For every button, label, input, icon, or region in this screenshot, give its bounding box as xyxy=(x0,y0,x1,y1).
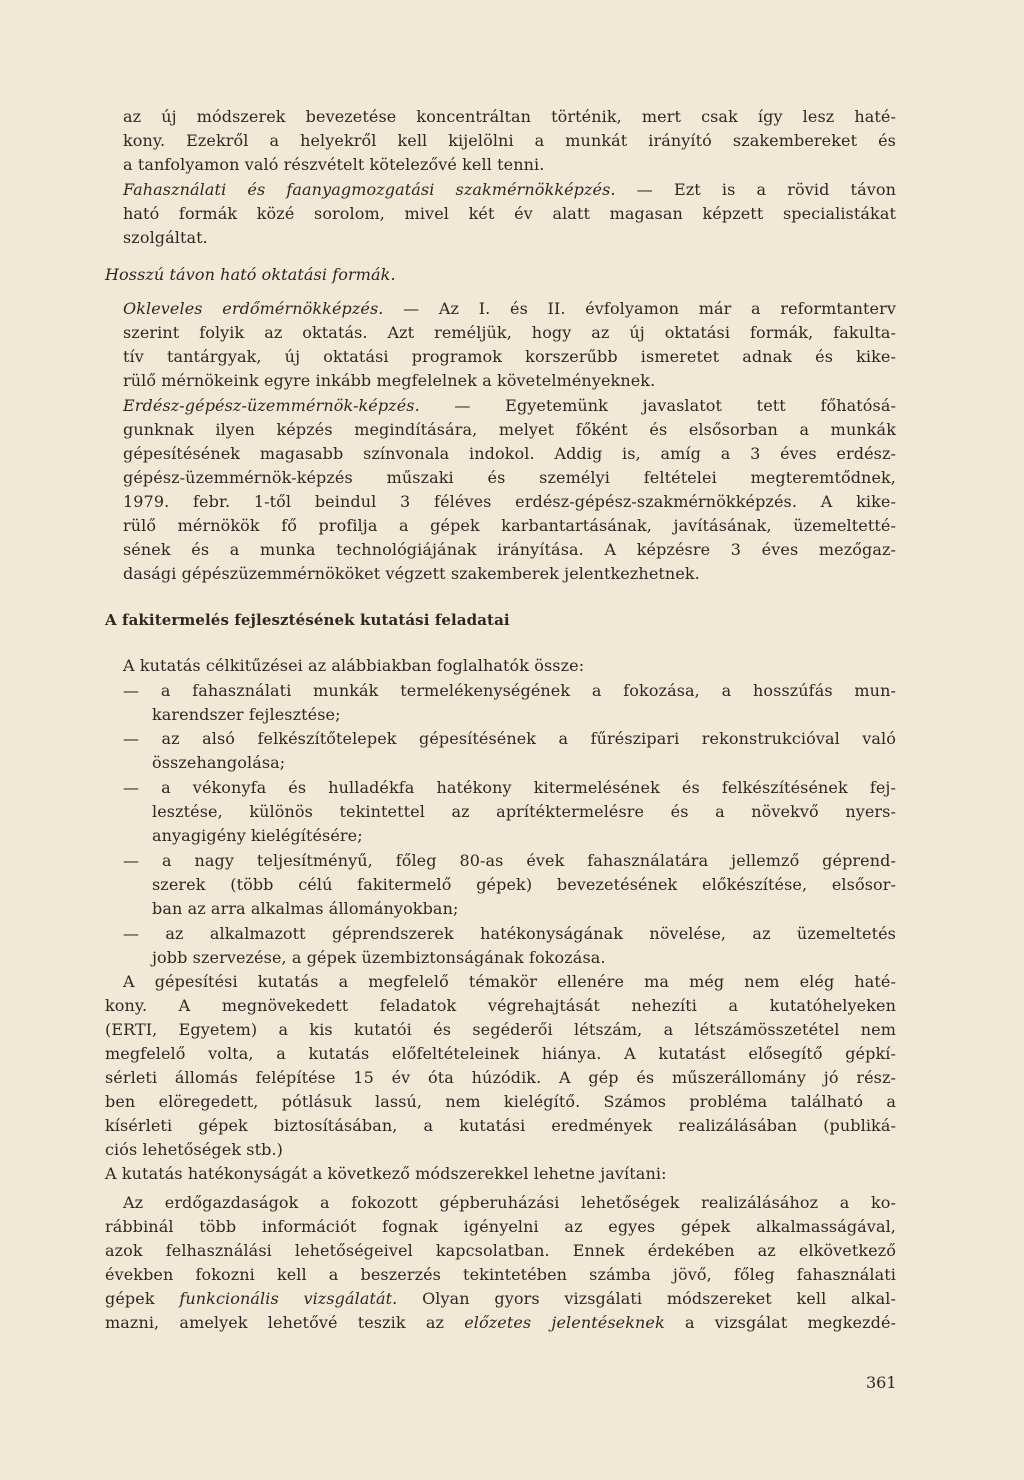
body-line xyxy=(123,179,896,201)
section-heading: A fakitermelés fejlesztésének kutatási feladatai xyxy=(105,611,510,629)
body-line: 1979. febr. 1-től beindul 3 féléves erdész-gépész-szakmérnökképzés. A kike- xyxy=(123,492,896,511)
body-line xyxy=(123,298,896,320)
body-line: az új módszerek bevezetése koncentráltan történik, mert csak így lesz haté- xyxy=(123,107,896,126)
inline-title: Fahasználati és faanyagmozgatási szakmérnökképzés. xyxy=(123,180,616,199)
bullet-line: karendszer fejlesztése; xyxy=(152,705,341,724)
bullet-line: — az alkalmazott géprendszerek hatékonyságának növelése, az üzemeltetés xyxy=(123,924,896,943)
body-line: gépész-üzemmérnök-képzés műszaki és személyi feltételei megteremtődnek, xyxy=(123,468,896,487)
subsection-heading: Hosszú távon ható oktatási formák. xyxy=(105,265,396,284)
body-line xyxy=(105,1312,896,1334)
body-line: tív tantárgyak, új oktatási programok korszerűbb ismeretet adnak és kike- xyxy=(123,347,896,366)
bullet-line: lesztése, különös tekintettel az aprítéktermelésre és a növekvő nyers- xyxy=(152,802,896,821)
body-line: szerint folyik az oktatás. Azt reméljük, hogy az új oktatási formák, fakulta- xyxy=(123,323,896,342)
body-line: gépesítésének magasabb színvonala indokol. Addig is, amíg a 3 éves erdész- xyxy=(123,444,896,463)
body-line: A gépesítési kutatás a megfelelő témakör ellenére ma még nem elég haté- xyxy=(123,972,896,991)
bullet-line: szerek (több célú fakitermelő gépek) bevezetésének előkészítése, elsősor- xyxy=(152,875,896,894)
body-text: a vizsgálat megkezdé- xyxy=(684,1313,897,1332)
bullet-line: — az alsó felkészítőtelepek gépesítésének a fűrészipari rekonstrukcióval való xyxy=(123,729,896,748)
body-text: Olyan gyors vizsgálati módszereket kell alkal- xyxy=(422,1289,897,1308)
bullet-line: — a nagy teljesítményű, főleg 80-as évek fahasználatára jellemző géprend- xyxy=(123,851,896,870)
body-line: ben elöregedett, pótlásuk lassú, nem kielégítő. Számos probléma található a xyxy=(105,1092,896,1111)
bullet-line: összehangolása; xyxy=(152,753,286,772)
page-number: 361 xyxy=(866,1373,897,1392)
body-line: sérleti állomás felépítése 15 év óta húzódik. A gép és műszerállomány jó rész- xyxy=(105,1068,896,1087)
body-line: kony. Ezekről a helyekről kell kijelölni a munkát irányító szakembereket és xyxy=(123,131,896,150)
body-line: szolgáltat. xyxy=(123,228,208,247)
body-line: a tanfolyamon való részvételt kötelezővé kell tenni. xyxy=(123,155,545,174)
bullet-line: — a fahasználati munkák termelékenységének a fokozása, a hosszúfás mun- xyxy=(123,681,896,700)
body-text: — Egyetemünk javaslatot tett főhatósá- xyxy=(454,396,896,415)
bullet-line: jobb szervezése, a gépek üzembiztonságának fokozása. xyxy=(152,948,606,967)
body-line: megfelelő volta, a kutatás előfeltételeinek hiánya. A kutatást elősegítő gépkí- xyxy=(105,1044,896,1063)
body-line: rülő mérnökök fő profilja a gépek karbantartásának, javításának, üzemeltetté- xyxy=(123,516,896,535)
inline-title: Erdész-gépész-üzemmérnök-képzés. xyxy=(123,396,420,415)
body-line: rülő mérnökeink egyre inkább megfelelnek a követelményeknek. xyxy=(123,371,656,390)
body-line: A kutatás célkitűzései az alábbiakban foglalhatók össze: xyxy=(123,656,585,675)
body-line: gunknak ilyen képzés megindítására, melyet főként és elsősorban a munkák xyxy=(123,420,896,439)
body-text: — Ezt is a rövid távon xyxy=(636,180,896,199)
body-line: ható formák közé sorolom, mivel két év alatt magasan képzett specialistákat xyxy=(123,204,896,223)
body-line: sének és a munka technológiájának irányítása. A képzésre 3 éves mezőgaz- xyxy=(123,540,896,559)
body-line: ciós lehetőségek stb.) xyxy=(105,1140,284,1159)
body-line: A kutatás hatékonyságát a következő módszerekkel lehetne javítani: xyxy=(105,1164,667,1183)
body-line: (ERTI, Egyetem) a kis kutatói és segéderői létszám, a létszámösszetétel nem xyxy=(105,1020,896,1039)
inline-title: Okleveles erdőmérnökképzés. xyxy=(123,299,384,318)
bullet-line: ban az arra alkalmas állományokban; xyxy=(152,899,459,918)
body-line: azok felhasználási lehetőségeivel kapcsolatban. Ennek érdekében az elkövetkező xyxy=(105,1241,896,1260)
body-line xyxy=(105,1288,896,1310)
body-line: kísérleti gépek biztosításában, a kutatási eredmények realizálásában (publiká- xyxy=(105,1116,896,1135)
bullet-line: — a vékonyfa és hulladékfa hatékony kitermelésének és felkészítésének fej- xyxy=(123,778,896,797)
body-text: gépek xyxy=(105,1289,155,1308)
body-line: években fokozni kell a beszerzés tekintetében számba jövő, főleg fahasználati xyxy=(105,1265,896,1284)
body-line: Az erdőgazdaságok a fokozott gépberuházási lehetőségek realizálásához a ko- xyxy=(123,1193,896,1212)
emphasis-text: funkcionális vizsgálatát. xyxy=(179,1289,398,1308)
body-line: kony. A megnövekedett feladatok végrehajtását nehezíti a kutatóhelyeken xyxy=(105,996,896,1015)
body-text: mazni, amelyek lehetővé teszik az xyxy=(105,1313,445,1332)
body-text: — Az I. és II. évfolyamon már a reformtanterv xyxy=(403,299,896,318)
body-line: dasági gépészüzemmérnököket végzett szakemberek jelentkezhetnek. xyxy=(123,564,700,583)
emphasis-text: előzetes jelentéseknek xyxy=(464,1313,665,1332)
bullet-line: anyagigény kielégítésére; xyxy=(152,826,363,845)
body-line xyxy=(123,395,896,417)
body-line: rábbinál több információt fognak igényelni az egyes gépek alkalmasságával, xyxy=(105,1217,896,1236)
